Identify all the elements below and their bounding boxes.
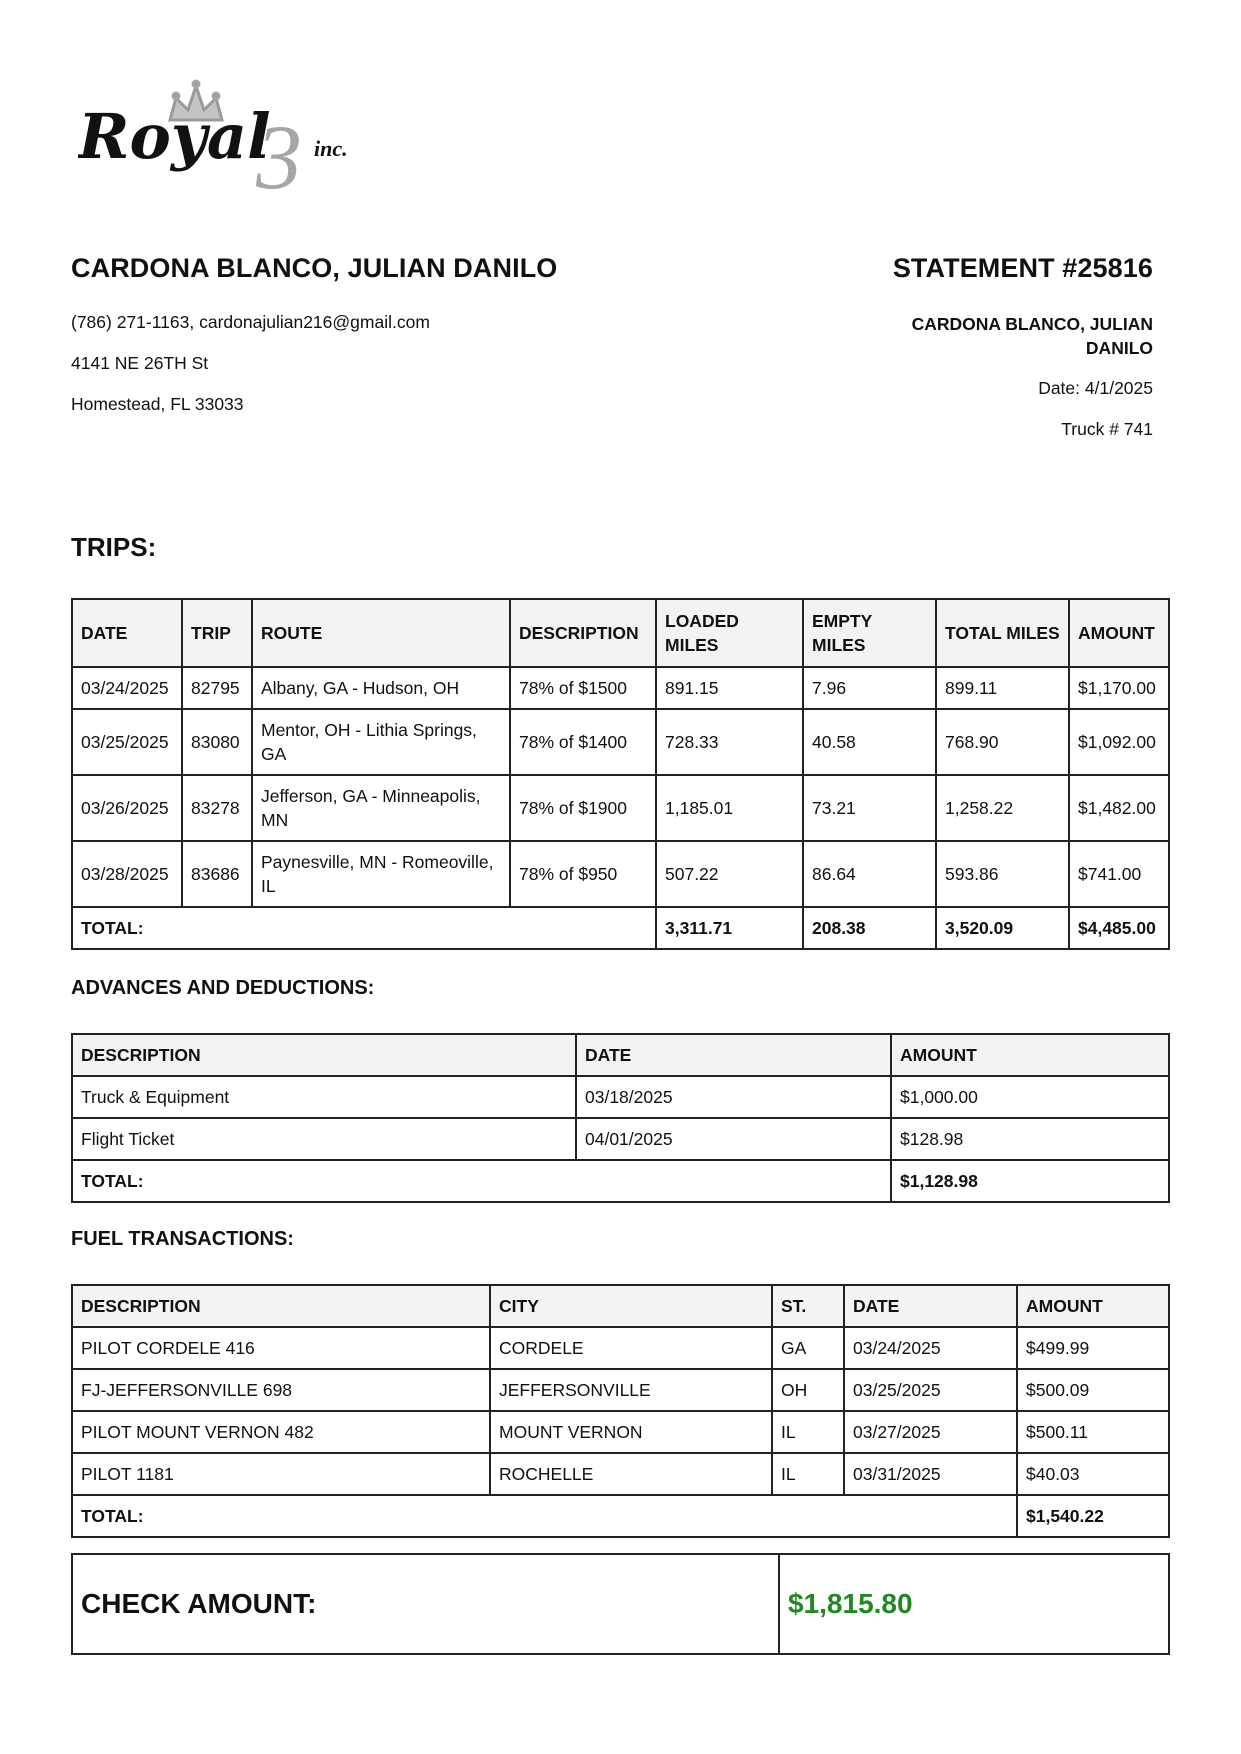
fuel-table bbox=[71, 1284, 1170, 1538]
trips-table bbox=[71, 598, 1170, 950]
table-cell: PILOT MOUNT VERNON 482 bbox=[72, 1411, 490, 1453]
total-amount: $1,128.98 bbox=[891, 1160, 1169, 1202]
total-amount: $4,485.00 bbox=[1069, 907, 1169, 949]
logo-numeral: 3 bbox=[256, 106, 302, 196]
table-cell: $128.98 bbox=[891, 1118, 1169, 1160]
table-cell: 82795 bbox=[182, 667, 252, 709]
table-cell: Jefferson, GA - Minneapolis, MN bbox=[252, 775, 510, 841]
table-cell: OH bbox=[772, 1369, 844, 1411]
table-cell: Mentor, OH - Lithia Springs, GA bbox=[252, 709, 510, 775]
col-header: DESCRIPTION bbox=[510, 599, 656, 667]
table-cell: 7.96 bbox=[803, 667, 936, 709]
table-row bbox=[72, 841, 1169, 907]
table-cell: Albany, GA - Hudson, OH bbox=[252, 667, 510, 709]
table-row bbox=[72, 1453, 1169, 1495]
check-amount-box bbox=[71, 1553, 1170, 1655]
table-cell: 593.86 bbox=[936, 841, 1069, 907]
royal-3-logo-graphic bbox=[78, 78, 388, 196]
table-cell: GA bbox=[772, 1327, 844, 1369]
total-miles: 3,520.09 bbox=[936, 907, 1069, 949]
table-cell: $1,482.00 bbox=[1069, 775, 1169, 841]
statement-title: STATEMENT #25816 bbox=[892, 253, 1153, 283]
col-header: TRIP bbox=[182, 599, 252, 667]
total-label: TOTAL: bbox=[72, 1160, 891, 1202]
table-cell: 03/26/2025 bbox=[72, 775, 182, 841]
driver-city-state: Homestead, FL 33033 bbox=[71, 394, 244, 414]
table-cell: 03/25/2025 bbox=[72, 709, 182, 775]
table-cell: Paynesville, MN - Romeoville, IL bbox=[252, 841, 510, 907]
advances-total-row bbox=[72, 1160, 1169, 1202]
fuel-header-row bbox=[72, 1285, 1169, 1327]
table-cell: $40.03 bbox=[1017, 1453, 1169, 1495]
col-header: TOTAL MILES bbox=[936, 599, 1069, 667]
col-header: LOADED MILES bbox=[656, 599, 803, 667]
table-cell: 03/27/2025 bbox=[844, 1411, 1017, 1453]
check-amount-label: CHECK AMOUNT: bbox=[72, 1554, 779, 1654]
table-cell: Truck & Equipment bbox=[72, 1076, 576, 1118]
table-cell: 78% of $1900 bbox=[510, 775, 656, 841]
table-row bbox=[72, 775, 1169, 841]
table-cell: 03/24/2025 bbox=[72, 667, 182, 709]
payee-name: CARDONA BLANCO, JULIAN DANILO bbox=[911, 314, 1153, 358]
table-row bbox=[72, 1411, 1169, 1453]
table-cell: MOUNT VERNON bbox=[490, 1411, 772, 1453]
table-cell: 891.15 bbox=[656, 667, 803, 709]
col-header: EMPTY MILES bbox=[803, 599, 936, 667]
total-label: TOTAL: bbox=[72, 907, 656, 949]
advances-title: ADVANCES AND DEDUCTIONS: bbox=[71, 977, 375, 999]
table-cell: 728.33 bbox=[656, 709, 803, 775]
table-cell: 86.64 bbox=[803, 841, 936, 907]
check-amount-value: $1,815.80 bbox=[779, 1554, 1169, 1654]
table-cell: $1,092.00 bbox=[1069, 709, 1169, 775]
col-header: AMOUNT bbox=[891, 1034, 1169, 1076]
table-cell: 03/28/2025 bbox=[72, 841, 182, 907]
truck-number: Truck # 741 bbox=[1061, 419, 1153, 439]
table-cell: PILOT CORDELE 416 bbox=[72, 1327, 490, 1369]
col-header: AMOUNT bbox=[1017, 1285, 1169, 1327]
table-cell: $500.11 bbox=[1017, 1411, 1169, 1453]
table-cell: CORDELE bbox=[490, 1327, 772, 1369]
table-cell: 03/31/2025 bbox=[844, 1453, 1017, 1495]
table-cell: 78% of $1500 bbox=[510, 667, 656, 709]
table-cell: 83686 bbox=[182, 841, 252, 907]
table-row bbox=[72, 1076, 1169, 1118]
table-cell: 03/24/2025 bbox=[844, 1327, 1017, 1369]
table-cell: ROCHELLE bbox=[490, 1453, 772, 1495]
col-header: DATE bbox=[576, 1034, 891, 1076]
col-header: DESCRIPTION bbox=[72, 1285, 490, 1327]
table-row bbox=[72, 709, 1169, 775]
trips-title: TRIPS: bbox=[71, 532, 157, 562]
company-logo bbox=[78, 78, 388, 196]
col-header: ROUTE bbox=[252, 599, 510, 667]
col-header: DESCRIPTION bbox=[72, 1034, 576, 1076]
table-cell: 899.11 bbox=[936, 667, 1069, 709]
driver-contact: (786) 271-1163, cardonajulian216@gmail.com bbox=[71, 312, 430, 332]
table-cell: Flight Ticket bbox=[72, 1118, 576, 1160]
advances-header-row bbox=[72, 1034, 1169, 1076]
total-loaded-miles: 3,311.71 bbox=[656, 907, 803, 949]
table-cell: $1,000.00 bbox=[891, 1076, 1169, 1118]
trips-header-row bbox=[72, 599, 1169, 667]
table-cell: $1,170.00 bbox=[1069, 667, 1169, 709]
total-empty-miles: 208.38 bbox=[803, 907, 936, 949]
table-cell: IL bbox=[772, 1453, 844, 1495]
table-cell: $499.99 bbox=[1017, 1327, 1169, 1369]
table-row bbox=[72, 1369, 1169, 1411]
table-cell: 768.90 bbox=[936, 709, 1069, 775]
table-cell: 83080 bbox=[182, 709, 252, 775]
table-row bbox=[72, 1327, 1169, 1369]
table-row bbox=[72, 667, 1169, 709]
table-cell: 03/25/2025 bbox=[844, 1369, 1017, 1411]
table-cell: 73.21 bbox=[803, 775, 936, 841]
total-amount: $1,540.22 bbox=[1017, 1495, 1169, 1537]
table-cell: $741.00 bbox=[1069, 841, 1169, 907]
col-header: DATE bbox=[844, 1285, 1017, 1327]
fuel-title: FUEL TRANSACTIONS: bbox=[71, 1228, 294, 1250]
col-header: ST. bbox=[772, 1285, 844, 1327]
table-cell: 507.22 bbox=[656, 841, 803, 907]
logo-suffix: inc. bbox=[314, 136, 348, 161]
col-header: DATE bbox=[72, 599, 182, 667]
advances-table bbox=[71, 1033, 1170, 1203]
total-label: TOTAL: bbox=[72, 1495, 1017, 1537]
col-header: AMOUNT bbox=[1069, 599, 1169, 667]
fuel-total-row bbox=[72, 1495, 1169, 1537]
table-cell: JEFFERSONVILLE bbox=[490, 1369, 772, 1411]
col-header: CITY bbox=[490, 1285, 772, 1327]
table-row bbox=[72, 1118, 1169, 1160]
logo-wordmark: Royal bbox=[78, 100, 271, 173]
table-cell: 03/18/2025 bbox=[576, 1076, 891, 1118]
driver-info bbox=[71, 248, 691, 415]
table-cell: 40.58 bbox=[803, 709, 936, 775]
table-cell: 78% of $1400 bbox=[510, 709, 656, 775]
table-cell: 1,258.22 bbox=[936, 775, 1069, 841]
statement-date: Date: 4/1/2025 bbox=[1038, 378, 1153, 398]
trips-total-row bbox=[72, 907, 1169, 949]
driver-name: CARDONA BLANCO, JULIAN DANILO bbox=[71, 253, 558, 283]
table-cell: 78% of $950 bbox=[510, 841, 656, 907]
driver-street: 4141 NE 26TH St bbox=[71, 353, 209, 373]
table-cell: $500.09 bbox=[1017, 1369, 1169, 1411]
table-cell: PILOT 1181 bbox=[72, 1453, 490, 1495]
table-cell: IL bbox=[772, 1411, 844, 1453]
table-cell: 04/01/2025 bbox=[576, 1118, 891, 1160]
table-cell: 83278 bbox=[182, 775, 252, 841]
table-cell: FJ-JEFFERSONVILLE 698 bbox=[72, 1369, 490, 1411]
table-cell: 1,185.01 bbox=[656, 775, 803, 841]
statement-info bbox=[693, 248, 1153, 440]
